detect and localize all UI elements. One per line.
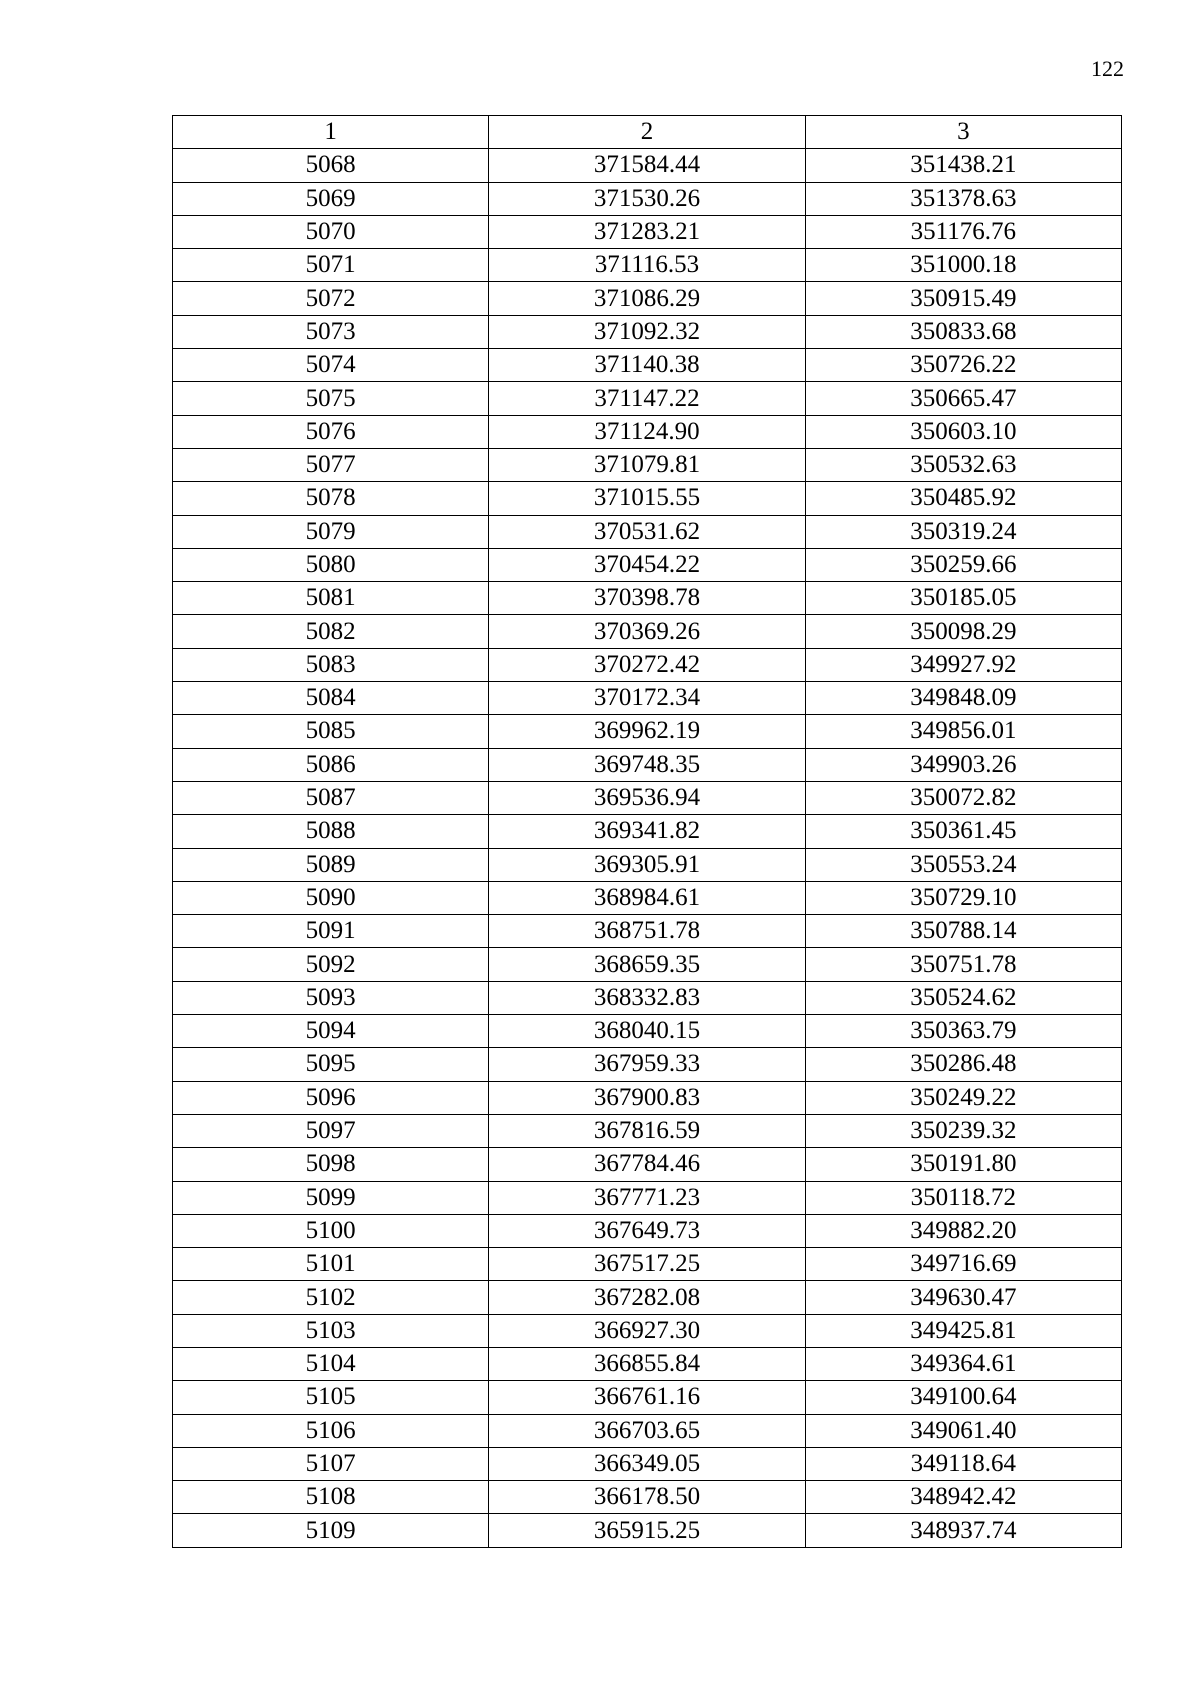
coordinate-x-cell: 371015.55 (489, 482, 805, 515)
coordinate-x-cell: 369962.19 (489, 715, 805, 748)
point-number-cell: 5073 (173, 315, 489, 348)
coordinate-x-cell: 367784.46 (489, 1148, 805, 1181)
table-row (173, 548, 1122, 581)
coordinates-table (172, 115, 1122, 1548)
point-number-cell: 5102 (173, 1281, 489, 1314)
table-body (173, 149, 1122, 1547)
point-number-cell: 5085 (173, 715, 489, 748)
coordinate-y-cell: 349856.01 (805, 715, 1121, 748)
point-number-cell: 5109 (173, 1514, 489, 1547)
coordinate-y-cell: 350788.14 (805, 915, 1121, 948)
coordinate-x-cell: 370272.42 (489, 648, 805, 681)
coordinate-x-cell: 371079.81 (489, 448, 805, 481)
point-number-cell: 5105 (173, 1381, 489, 1414)
point-number-cell: 5101 (173, 1248, 489, 1281)
table-row (173, 1314, 1122, 1347)
coordinate-x-cell: 367959.33 (489, 1048, 805, 1081)
coordinate-y-cell: 350286.48 (805, 1048, 1121, 1081)
point-number-cell: 5097 (173, 1114, 489, 1147)
table-row (173, 848, 1122, 881)
coordinate-x-cell: 368040.15 (489, 1015, 805, 1048)
point-number-cell: 5086 (173, 748, 489, 781)
coordinate-x-cell: 371124.90 (489, 415, 805, 448)
coordinate-y-cell: 349848.09 (805, 682, 1121, 715)
coordinate-x-cell: 366927.30 (489, 1314, 805, 1347)
table-row (173, 948, 1122, 981)
coordinate-x-cell: 366855.84 (489, 1347, 805, 1380)
coordinate-x-cell: 367649.73 (489, 1214, 805, 1247)
point-number-cell: 5094 (173, 1015, 489, 1048)
point-number-cell: 5083 (173, 648, 489, 681)
table-row (173, 582, 1122, 615)
coordinate-y-cell: 350485.92 (805, 482, 1121, 515)
table-row (173, 715, 1122, 748)
coordinate-x-cell: 371283.21 (489, 215, 805, 248)
table-row (173, 648, 1122, 681)
table-row (173, 815, 1122, 848)
coordinate-x-cell: 366703.65 (489, 1414, 805, 1447)
coordinate-y-cell: 349927.92 (805, 648, 1121, 681)
coordinate-x-cell: 369305.91 (489, 848, 805, 881)
coordinate-y-cell: 350191.80 (805, 1148, 1121, 1181)
page-number: 122 (1091, 56, 1124, 81)
table-row (173, 415, 1122, 448)
table-row (173, 1148, 1122, 1181)
point-number-cell: 5088 (173, 815, 489, 848)
coordinate-y-cell: 349061.40 (805, 1414, 1121, 1447)
coordinate-y-cell: 350319.24 (805, 515, 1121, 548)
table-row (173, 615, 1122, 648)
coordinate-y-cell: 350185.05 (805, 582, 1121, 615)
point-number-cell: 5074 (173, 349, 489, 382)
coordinate-y-cell: 350118.72 (805, 1181, 1121, 1214)
coordinate-y-cell: 350553.24 (805, 848, 1121, 881)
table-row (173, 515, 1122, 548)
coordinate-x-cell: 370454.22 (489, 548, 805, 581)
table-row (173, 182, 1122, 215)
table-row (173, 1181, 1122, 1214)
table-row (173, 1015, 1122, 1048)
coordinate-y-cell: 350532.63 (805, 448, 1121, 481)
point-number-cell: 5108 (173, 1481, 489, 1514)
coordinate-y-cell: 350524.62 (805, 981, 1121, 1014)
table-header (173, 116, 1122, 149)
table-row (173, 1514, 1122, 1547)
coordinate-x-cell: 367771.23 (489, 1181, 805, 1214)
coordinate-y-cell: 350751.78 (805, 948, 1121, 981)
coordinate-x-cell: 365915.25 (489, 1514, 805, 1547)
coordinate-x-cell: 367517.25 (489, 1248, 805, 1281)
coordinate-y-cell: 350259.66 (805, 548, 1121, 581)
coordinate-x-cell: 369341.82 (489, 815, 805, 848)
point-number-cell: 5077 (173, 448, 489, 481)
coordinate-y-cell: 348942.42 (805, 1481, 1121, 1514)
point-number-cell: 5089 (173, 848, 489, 881)
coordinate-x-cell: 370172.34 (489, 682, 805, 715)
column-header-1: 1 (173, 116, 489, 149)
coordinate-x-cell: 369536.94 (489, 781, 805, 814)
point-number-cell: 5099 (173, 1181, 489, 1214)
point-number-cell: 5107 (173, 1447, 489, 1480)
coordinate-y-cell: 349425.81 (805, 1314, 1121, 1347)
table-row (173, 215, 1122, 248)
coordinate-y-cell: 350729.10 (805, 881, 1121, 914)
table-row (173, 1347, 1122, 1380)
point-number-cell: 5082 (173, 615, 489, 648)
coordinate-y-cell: 349903.26 (805, 748, 1121, 781)
table-row (173, 1481, 1122, 1514)
coordinate-x-cell: 371530.26 (489, 182, 805, 215)
coordinate-x-cell: 371140.38 (489, 349, 805, 382)
table-row (173, 482, 1122, 515)
table-row (173, 149, 1122, 182)
coordinate-y-cell: 349100.64 (805, 1381, 1121, 1414)
coordinate-x-cell: 368751.78 (489, 915, 805, 948)
point-number-cell: 5071 (173, 249, 489, 282)
table-row (173, 1414, 1122, 1447)
coordinate-x-cell: 368984.61 (489, 881, 805, 914)
table-row (173, 748, 1122, 781)
point-number-cell: 5075 (173, 382, 489, 415)
point-number-cell: 5096 (173, 1081, 489, 1114)
coordinate-x-cell: 371116.53 (489, 249, 805, 282)
point-number-cell: 5072 (173, 282, 489, 315)
point-number-cell: 5070 (173, 215, 489, 248)
coordinate-x-cell: 366761.16 (489, 1381, 805, 1414)
coordinate-y-cell: 349882.20 (805, 1214, 1121, 1247)
table-row (173, 1114, 1122, 1147)
table-row (173, 1248, 1122, 1281)
table-row (173, 382, 1122, 415)
table-row (173, 1081, 1122, 1114)
coordinate-x-cell: 371147.22 (489, 382, 805, 415)
coordinate-y-cell: 350603.10 (805, 415, 1121, 448)
table-row (173, 682, 1122, 715)
coordinate-x-cell: 370369.26 (489, 615, 805, 648)
point-number-cell: 5090 (173, 881, 489, 914)
coordinate-x-cell: 370531.62 (489, 515, 805, 548)
point-number-cell: 5104 (173, 1347, 489, 1380)
point-number-cell: 5087 (173, 781, 489, 814)
coordinate-y-cell: 350098.29 (805, 615, 1121, 648)
point-number-cell: 5103 (173, 1314, 489, 1347)
point-number-cell: 5079 (173, 515, 489, 548)
coordinate-y-cell: 351176.76 (805, 215, 1121, 248)
table-row (173, 349, 1122, 382)
table-row (173, 448, 1122, 481)
coordinate-x-cell: 367900.83 (489, 1081, 805, 1114)
coordinate-y-cell: 349364.61 (805, 1347, 1121, 1380)
table-row (173, 981, 1122, 1014)
table-row (173, 1381, 1122, 1414)
table-row (173, 915, 1122, 948)
point-number-cell: 5098 (173, 1148, 489, 1181)
coordinate-x-cell: 370398.78 (489, 582, 805, 615)
coordinate-y-cell: 350072.82 (805, 781, 1121, 814)
coordinate-y-cell: 349716.69 (805, 1248, 1121, 1281)
point-number-cell: 5068 (173, 149, 489, 182)
coordinate-y-cell: 349630.47 (805, 1281, 1121, 1314)
point-number-cell: 5081 (173, 582, 489, 615)
coordinate-x-cell: 366178.50 (489, 1481, 805, 1514)
table-row (173, 1281, 1122, 1314)
coordinate-y-cell: 349118.64 (805, 1447, 1121, 1480)
coordinate-x-cell: 366349.05 (489, 1447, 805, 1480)
table-row (173, 781, 1122, 814)
point-number-cell: 5093 (173, 981, 489, 1014)
coordinate-y-cell: 351000.18 (805, 249, 1121, 282)
coordinate-x-cell: 369748.35 (489, 748, 805, 781)
point-number-cell: 5106 (173, 1414, 489, 1447)
coordinate-y-cell: 351378.63 (805, 182, 1121, 215)
point-number-cell: 5076 (173, 415, 489, 448)
table-row (173, 1048, 1122, 1081)
coordinate-y-cell: 350239.32 (805, 1114, 1121, 1147)
table-row (173, 1447, 1122, 1480)
coordinate-y-cell: 350665.47 (805, 382, 1121, 415)
point-number-cell: 5080 (173, 548, 489, 581)
coordinate-y-cell: 350361.45 (805, 815, 1121, 848)
coordinate-y-cell: 350915.49 (805, 282, 1121, 315)
table-row (173, 249, 1122, 282)
coordinate-y-cell: 350249.22 (805, 1081, 1121, 1114)
coordinate-y-cell: 350363.79 (805, 1015, 1121, 1048)
coordinate-x-cell: 371092.32 (489, 315, 805, 348)
coordinate-x-cell: 367282.08 (489, 1281, 805, 1314)
coordinate-x-cell: 368332.83 (489, 981, 805, 1014)
coordinate-x-cell: 371086.29 (489, 282, 805, 315)
coordinate-y-cell: 348937.74 (805, 1514, 1121, 1547)
coordinate-x-cell: 368659.35 (489, 948, 805, 981)
coordinate-y-cell: 350726.22 (805, 349, 1121, 382)
point-number-cell: 5078 (173, 482, 489, 515)
point-number-cell: 5091 (173, 915, 489, 948)
point-number-cell: 5084 (173, 682, 489, 715)
point-number-cell: 5100 (173, 1214, 489, 1247)
column-header-3: 3 (805, 116, 1121, 149)
table-row (173, 282, 1122, 315)
coordinate-x-cell: 371584.44 (489, 149, 805, 182)
table-row (173, 315, 1122, 348)
coordinate-y-cell: 350833.68 (805, 315, 1121, 348)
table-header-row (173, 116, 1122, 149)
table-row (173, 881, 1122, 914)
point-number-cell: 5092 (173, 948, 489, 981)
table-row (173, 1214, 1122, 1247)
coordinate-x-cell: 367816.59 (489, 1114, 805, 1147)
coordinate-y-cell: 351438.21 (805, 149, 1121, 182)
point-number-cell: 5095 (173, 1048, 489, 1081)
column-header-2: 2 (489, 116, 805, 149)
point-number-cell: 5069 (173, 182, 489, 215)
